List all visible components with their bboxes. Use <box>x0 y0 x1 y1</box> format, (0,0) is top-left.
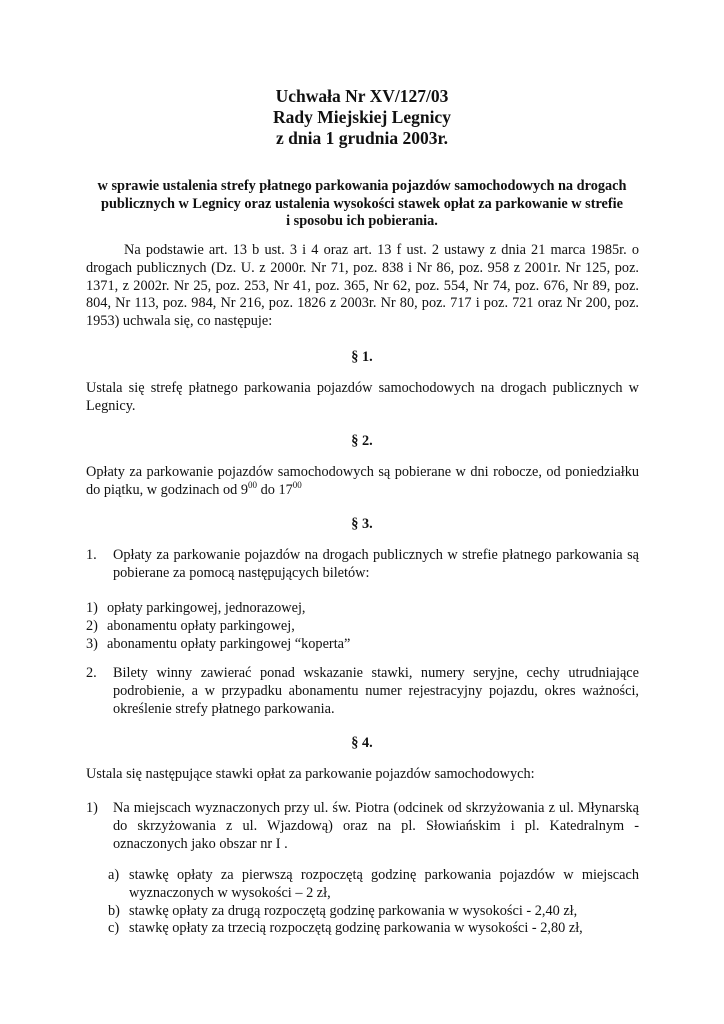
section-2-text <box>86 464 639 500</box>
list-item-text: abonamentu opłaty parkingowej, <box>107 617 295 634</box>
title-line-3: z dnia 1 grudnia 2003r. <box>276 128 448 148</box>
section-1-text: Ustala się strefę płatnego parkowania pojazdów samochodowych na drogach publicznych w Legnicy. <box>86 380 639 414</box>
section-3-item-2-number: 2. <box>86 665 97 681</box>
title-line-1: Uchwała Nr XV/127/03 <box>275 86 449 106</box>
list-item-number: 1) <box>86 600 98 616</box>
title-line-2: Rady Miejskiej Legnicy <box>273 107 451 127</box>
section-3-item-2 <box>86 665 639 718</box>
list-item <box>108 903 639 921</box>
list-item-text: abonamentu opłaty parkingowej “koperta” <box>107 635 351 652</box>
section-3-item-1-text: Opłaty za parkowanie pojazdów na drogach publicznych w strefie płatnego parkowania są pobierane za pomocą następujących biletów: <box>113 547 639 581</box>
section-3-heading: § 3. <box>351 516 373 532</box>
ticket-list <box>86 600 639 653</box>
list-item <box>108 867 639 903</box>
section-3-item-1 <box>86 547 639 583</box>
list-item-number: a) <box>108 867 120 883</box>
section-2-text-mid: do 17 <box>257 481 293 498</box>
list-item <box>108 920 639 938</box>
section-3-item-1-number: 1. <box>86 547 97 563</box>
section-2-text-start: Opłaty za parkowanie pojazdów samochodowych są pobierane w dni robocze, od poniedziałku do piątku, w godzinach od 9 <box>86 464 639 498</box>
list-item-text: opłaty parkingowej, jednorazowej, <box>107 600 306 616</box>
list-item <box>86 636 639 654</box>
section-1-heading: § 1. <box>351 349 373 365</box>
list-item <box>86 600 639 618</box>
subject-line-1: w sprawie ustalenia strefy płatnego parkowania pojazdów samochodowych na drogach <box>97 178 627 194</box>
resolution-subject <box>80 178 644 231</box>
rate-list <box>108 867 639 938</box>
list-item-number: c) <box>108 920 120 937</box>
section-4-item-1 <box>86 800 639 853</box>
list-item-text: stawkę opłaty za pierwszą rozpoczętą godzinę parkowania pojazdów w miejscach wyznaczonych w wysokości – 2 zł, <box>129 867 639 901</box>
subject-line-3: i sposobu ich pobierania. <box>286 213 438 229</box>
subject-line-2: publicznych w Legnicy oraz ustalenia wysokości stawek opłat za parkowanie w strefie <box>101 195 623 212</box>
section-4-item-1-text: Na miejscach wyznaczonych przy ul. św. Piotra (odcinek od skrzyżowania z ul. Młynarską do skrzyżowania z ul. Wjazdową) oraz na pl. Słowiańskim i pl. Katedralnym - oznaczonych jako obszar nr I . <box>113 800 639 852</box>
list-item-number: 2) <box>86 617 98 634</box>
resolution-title <box>0 86 724 149</box>
list-item-number: b) <box>108 902 120 919</box>
list-item-text: stawkę opłaty za trzecią rozpoczętą godzinę parkowania w wysokości - 2,80 zł, <box>129 920 583 937</box>
section-4-item-1-number: 1) <box>86 800 98 816</box>
legal-basis-paragraph: Na podstawie art. 13 b ust. 3 i 4 oraz art. 13 f ust. 2 ustawy z dnia 21 marca 1985r. o drogach publicznych (Dz. U. z 2000r. Nr 71, poz. 838 i Nr 86, poz. 958 z 2001r. Nr 125, poz. 1371, z 2002r. Nr 25, poz. 253, Nr 41, poz. 365, Nr 62, poz. 554, Nr 74, poz. 676, Nr 89, poz. 804, Nr 113, poz. 984, Nr 216, poz. 1826 z 2003r. Nr 80, poz. 717 i poz. 721 oraz Nr 200, poz. 1953) uchwala się, co następuje: <box>86 242 639 330</box>
section-3-item-2-text: Bilety winny zawierać ponad wskazanie stawki, numery seryjne, cechy utrudniające podrobienie, a w przypadku abonamentu numer rejestracyjny pojazdu, okres ważności, określenie strefy płatnego parkowania. <box>113 665 639 717</box>
section-4-text: Ustala się następujące stawki opłat za parkowanie pojazdów samochodowych: <box>86 766 535 782</box>
section-2-heading: § 2. <box>351 433 373 449</box>
list-item-number: 3) <box>86 635 98 652</box>
section-2-hour-start-sup: 00 <box>248 480 257 491</box>
section-4-heading: § 4. <box>351 735 373 751</box>
list-item-text: stawkę opłaty za drugą rozpoczętą godzinę parkowania w wysokości - 2,40 zł, <box>129 902 578 919</box>
list-item <box>86 618 639 636</box>
section-2-hour-end-sup: 00 <box>292 480 302 491</box>
